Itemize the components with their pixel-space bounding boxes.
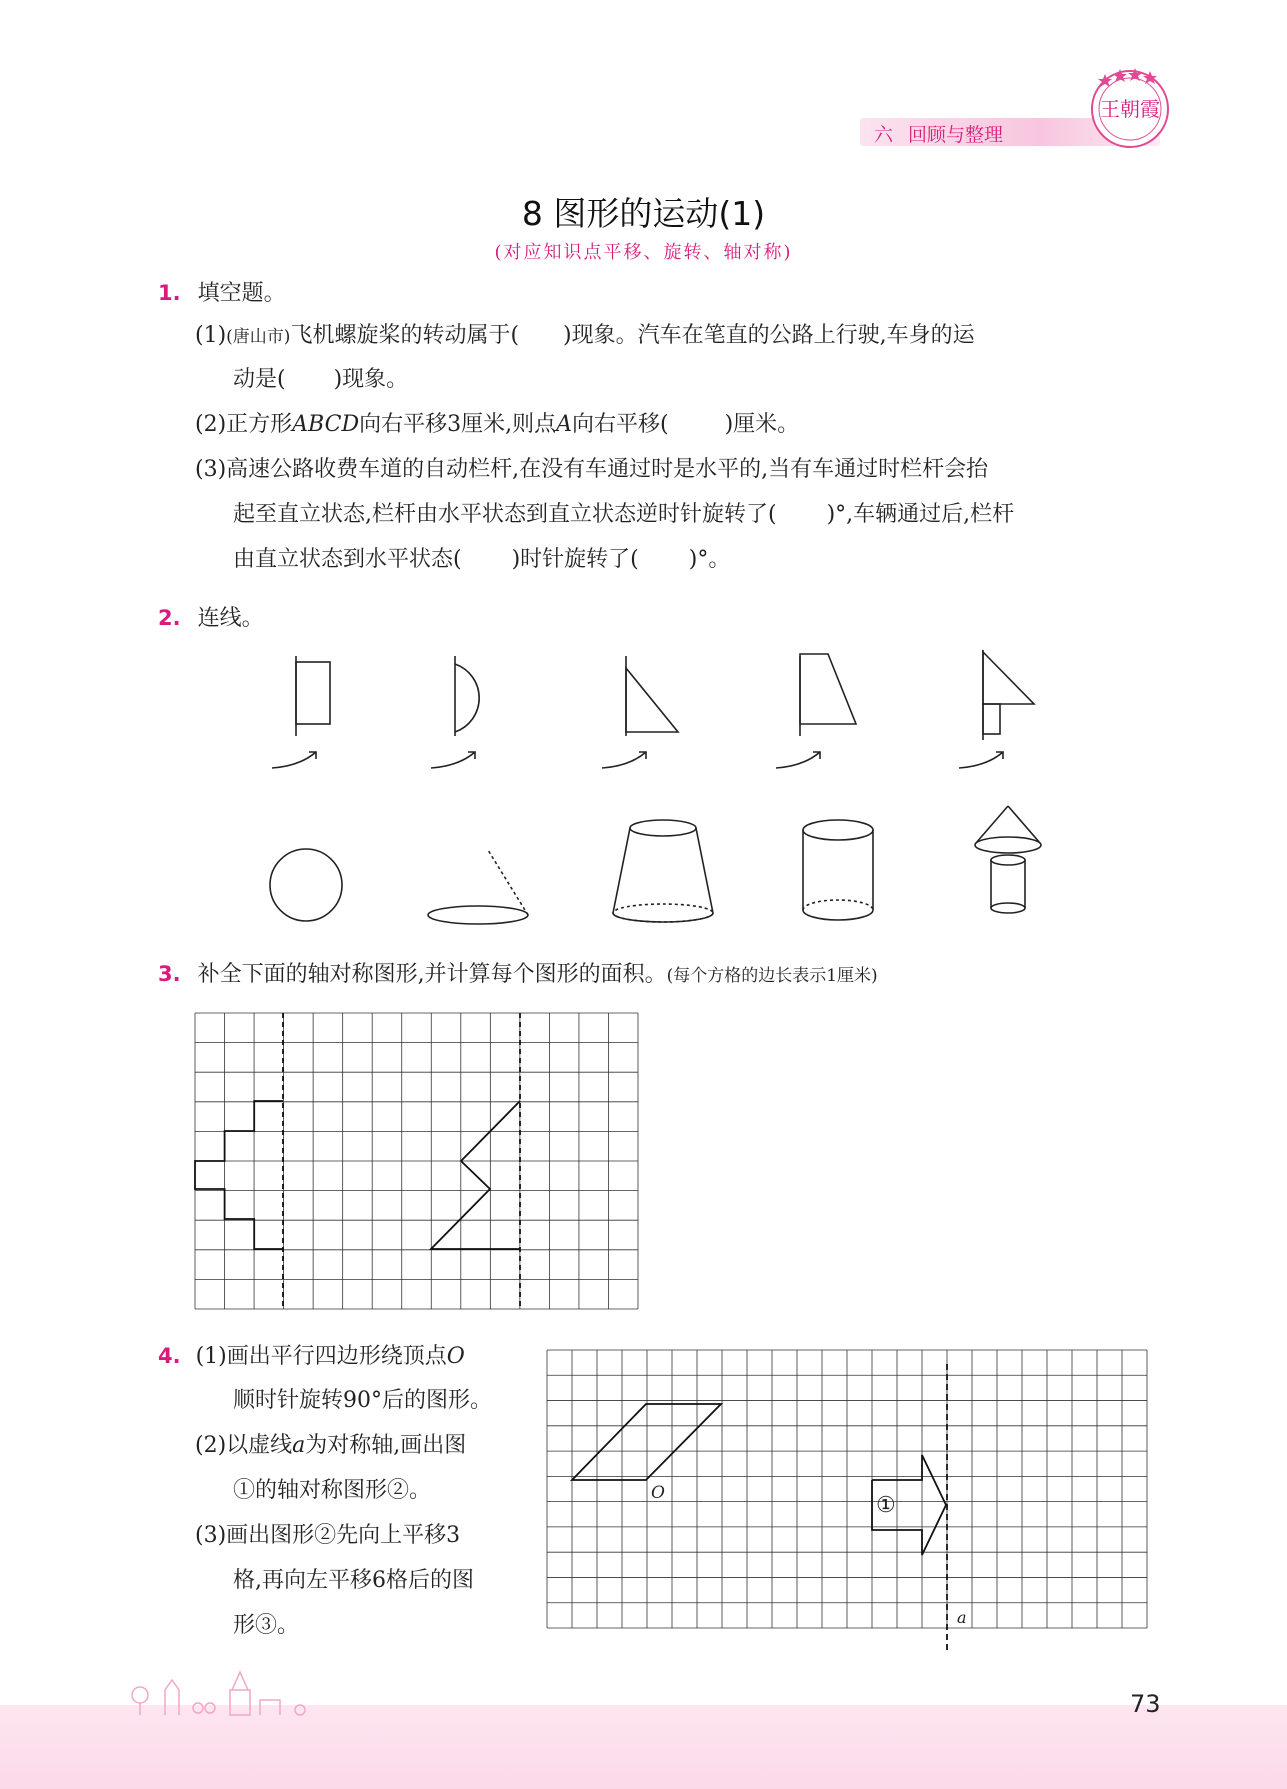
q4-grid[interactable] bbox=[547, 1350, 1167, 1650]
solid-cylinder bbox=[803, 820, 873, 920]
q4-part3-line3: 形③。 bbox=[233, 1613, 300, 1638]
q4-shape-1-label: ① bbox=[876, 1493, 896, 1518]
q4-part2-line2: ①的轴对称图形②。 bbox=[233, 1478, 432, 1503]
seal-brand-text: 王朝霞 bbox=[1100, 97, 1160, 121]
page-number: 73 bbox=[1130, 1690, 1161, 1718]
solid-sphere bbox=[270, 849, 342, 921]
plane-semicircle bbox=[455, 656, 479, 736]
q3-label: 补全下面的轴对称图形,并计算每个图形的面积。 bbox=[197, 962, 667, 987]
plane-triangle-on-rectangle bbox=[983, 650, 1034, 740]
q3-shape-zigzag bbox=[431, 1101, 520, 1249]
q4-axis-label: a bbox=[957, 1608, 967, 1627]
q4-part2-line1: (2)以虚线a为对称轴,画出图 bbox=[195, 1433, 467, 1458]
section-number: 六 bbox=[874, 124, 894, 146]
q1-part1-line2: 动是( )现象。 bbox=[233, 367, 409, 392]
solid-frustum bbox=[613, 820, 713, 922]
page-title: 8 图形的运动(1) bbox=[521, 194, 766, 233]
solid-cone bbox=[428, 850, 528, 924]
q2-label: 连线。 bbox=[197, 606, 264, 631]
plane-trapezoid bbox=[800, 654, 856, 736]
q4-number: 4. bbox=[158, 1344, 181, 1368]
q1-part3-line1: (3)高速公路收费车道的自动栏杆,在没有车通过时是水平的,当有车通过时栏杆会抬 bbox=[195, 457, 989, 482]
q3-shape-step bbox=[195, 1101, 283, 1249]
plane-rectangle bbox=[296, 656, 330, 736]
q1-part3-line2: 起至直立状态,栏杆由水平状态到直立状态逆时针旋转了( )°,车辆通过后,栏杆 bbox=[233, 502, 1015, 527]
q1-heading bbox=[158, 279, 286, 308]
seal-icon bbox=[1075, 64, 1185, 154]
section-name: 回顾与整理 bbox=[908, 124, 1004, 146]
q3-grid[interactable] bbox=[195, 1013, 645, 1313]
q2-number: 2. bbox=[158, 606, 181, 630]
q3-heading bbox=[158, 960, 878, 990]
page-subtitle: (对应知识点平移、旋转、轴对称) bbox=[494, 242, 793, 263]
rotation-arrows bbox=[272, 752, 1003, 768]
q3-number: 3. bbox=[158, 962, 181, 986]
q2-matching-figures bbox=[0, 640, 1287, 960]
q1-part3-line3: 由直立状态到水平状态( )时针旋转了( )°。 bbox=[233, 547, 731, 572]
q1-part1-line1: (1)(唐山市)飞机螺旋桨的转动属于( )现象。汽车在笔直的公路上行驶,车身的运 bbox=[195, 323, 975, 348]
q1-label: 填空题。 bbox=[197, 281, 286, 306]
q2-heading bbox=[158, 604, 264, 633]
solid-cone-on-cylinder bbox=[975, 806, 1041, 913]
q1-source: (唐山市) bbox=[226, 327, 291, 347]
brand-seal-logo bbox=[1075, 64, 1185, 154]
q1-number: 1. bbox=[158, 281, 181, 305]
q4-parallelogram bbox=[572, 1404, 721, 1480]
q4-point-o-label: O bbox=[651, 1483, 665, 1503]
q4-part3-line2: 格,再向左平移6格后的图 bbox=[233, 1568, 474, 1593]
q4-part1-line2: 顺时针旋转90°后的图形。 bbox=[233, 1388, 492, 1413]
castle-decoration-icon bbox=[120, 1660, 360, 1720]
q4-part3-line1: (3)画出图形②先向上平移3 bbox=[195, 1523, 461, 1548]
q1-part2: (2)正方形ABCD向右平移3厘米,则点A向右平移( )厘米。 bbox=[195, 412, 800, 437]
q4-part1-line1: 4. (1)画出平行四边形绕顶点O bbox=[158, 1344, 465, 1369]
q3-note: (每个方格的边长表示1厘米) bbox=[666, 966, 878, 986]
plane-right-triangle bbox=[626, 656, 678, 736]
